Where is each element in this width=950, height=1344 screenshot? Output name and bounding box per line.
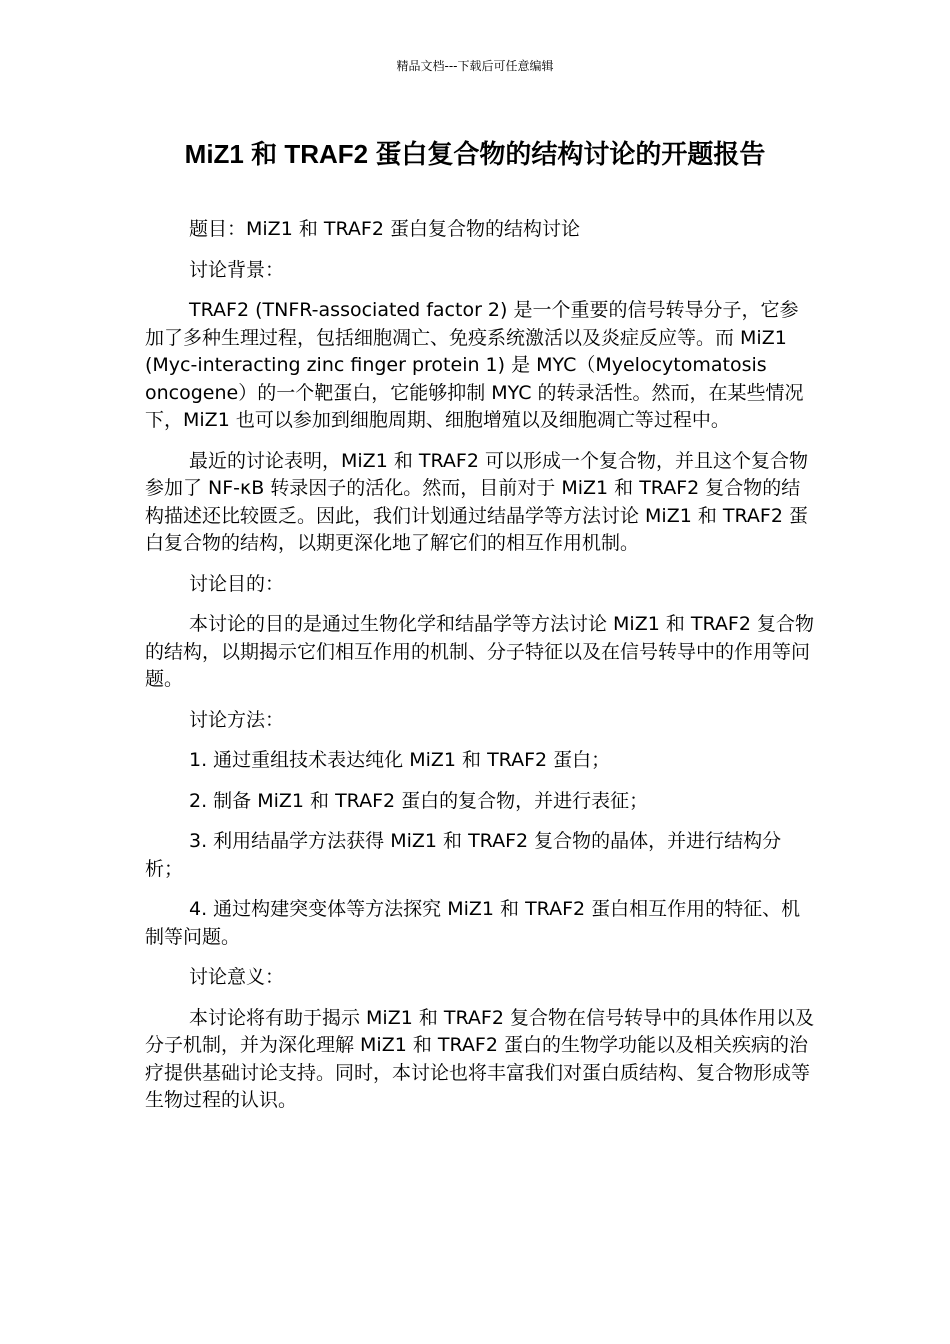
page-header: 精品文档---下载后可任意编辑: [396, 59, 554, 73]
method-item-4: 4. 通过构建突变体等方法探究 MiZ1 和 TRAF2 蛋白相互作用的特征、机制等问题。: [145, 898, 801, 948]
paragraph-topic: 题目：MiZ1 和 TRAF2 蛋白复合物的结构讨论: [189, 218, 580, 240]
document-title: MiZ1 和 TRAF2 蛋白复合物的结构讨论的开题报告: [184, 139, 766, 169]
heading-methods: 讨论方法：: [189, 708, 285, 731]
paragraph-purpose: 本讨论的目的是通过生物化学和结晶学等方法讨论 MiZ1 和 TRAF2 复合物的结构，以期揭示它们相互作用的机制、分子特征以及在信号转导中的作用等问题。: [145, 613, 814, 690]
document-body: [145, 216, 817, 1128]
paragraph-background-1: TRAF2 (TNFR-associated factor 2) 是一个重要的信号转导分子，它参加了多种生理过程，包括细胞凋亡、免疫系统激活以及炎症反应等。而 MiZ1 (Myc-interacting zinc finger protein 1) 是 MYC（Myelocytomatosis oncogene）的一个靶蛋白，它能够抑制 MYC 的转录活性。然而，在某些情况下，MiZ1 也可以参加到细胞周期、细胞增殖以及细胞凋亡等过程中。: [145, 299, 804, 431]
method-item-1: 1. 通过重组技术表达纯化 MiZ1 和 TRAF2 蛋白；: [189, 749, 611, 771]
paragraph-significance: 本讨论将有助于揭示 MiZ1 和 TRAF2 复合物在信号转导中的具体作用以及分子机制，并为深化理解 MiZ1 和 TRAF2 蛋白的生物学功能以及相关疾病的治疗提供基础讨论支持。同时，本讨论也将丰富我们对蛋白质结构、复合物形成等生物过程的认识。: [145, 1006, 814, 1111]
method-item-3: 3. 利用结晶学方法获得 MiZ1 和 TRAF2 复合物的晶体，并进行结构分析；: [145, 830, 782, 880]
heading-significance: 讨论意义：: [189, 966, 285, 988]
paragraph-background-2: 最近的讨论表明，MiZ1 和 TRAF2 可以形成一个复合物，并且这个复合物参加了 NF-κB 转录因子的活化。然而，目前对于 MiZ1 和 TRAF2 复合物的结构描述还比较匮乏。因此，我们计划通过结晶学等方法讨论 MiZ1 和 TRAF2 蛋白复合物的结构，以期更深化地了解它们的相互作用机制。: [145, 449, 808, 554]
heading-background: 讨论背景：: [189, 258, 285, 281]
heading-purpose: 讨论目的：: [189, 572, 285, 595]
method-item-2: 2. 制备 MiZ1 和 TRAF2 蛋白的复合物，并进行表征；: [189, 789, 649, 812]
